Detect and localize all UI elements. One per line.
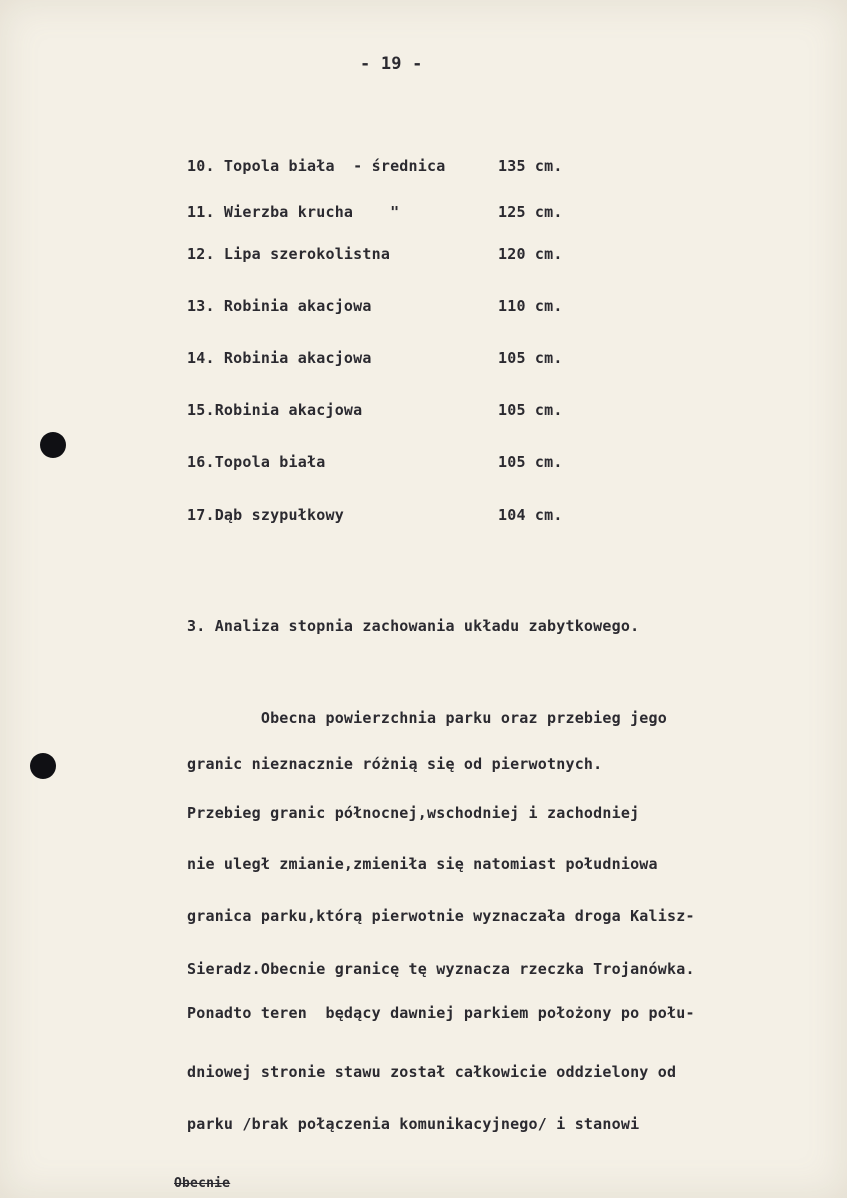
paragraph-line: parku /brak połączenia komunikacyjnego/ i stanowi — [187, 1115, 640, 1133]
tree-diameter: 104 cm. — [498, 506, 563, 524]
tree-diameter: 125 cm. — [498, 203, 563, 221]
tree-name: 15.Robinia akacjowa — [187, 401, 363, 419]
tree-diameter: 110 cm. — [498, 297, 563, 315]
tree-name: 10. Topola biała - średnica — [187, 157, 446, 175]
tree-diameter: 105 cm. — [498, 453, 563, 471]
tree-name: 12. Lipa szerokolistna — [187, 245, 391, 263]
tree-list-item — [187, 203, 587, 223]
tree-diameter: 120 cm. — [498, 245, 563, 263]
paragraph-line: Obecna powierzchnia parku oraz przebieg jego — [187, 709, 667, 727]
tree-name: 11. Wierzba krucha " — [187, 203, 400, 221]
section-heading: 3. Analiza stopnia zachowania układu zabytkowego. — [187, 617, 640, 635]
tree-diameter: 105 cm. — [498, 349, 563, 367]
punch-hole-bottom — [30, 753, 56, 779]
tree-name: 13. Robinia akacjowa — [187, 297, 372, 315]
paragraph-line: granica parku,którą pierwotnie wyznaczała droga Kalisz- — [187, 907, 695, 925]
tree-list-item — [187, 297, 587, 317]
tree-list-item — [187, 349, 587, 369]
paragraph-line: Ponadto teren będący dawniej parkiem położony po połu- — [187, 1004, 695, 1022]
tree-list-item — [187, 245, 587, 265]
punch-hole-top — [40, 432, 66, 458]
tree-list-item — [187, 506, 587, 526]
tree-list-item — [187, 157, 587, 177]
struck-through-word: Obecnie — [174, 1176, 231, 1191]
tree-name: 14. Robinia akacjowa — [187, 349, 372, 367]
paragraph-line: Sieradz.Obecnie granicę tę wyznacza rzeczka Trojanówka. — [187, 960, 695, 978]
paragraph-line: granic nieznacznie różnią się od pierwotnych. — [187, 755, 603, 773]
paragraph-line: nie uległ zmianie,zmieniła się natomiast południowa — [187, 855, 658, 873]
tree-diameter: 105 cm. — [498, 401, 563, 419]
tree-name: 17.Dąb szypułkowy — [187, 506, 344, 524]
tree-name: 16.Topola biała — [187, 453, 326, 471]
page-number: - 19 - — [360, 54, 423, 74]
paragraph-line: Przebieg granic północnej,wschodniej i zachodniej — [187, 804, 640, 822]
tree-diameter: 135 cm. — [498, 157, 563, 175]
paragraph-line: dniowej stronie stawu został całkowicie oddzielony od — [187, 1063, 677, 1081]
tree-list-item — [187, 453, 587, 473]
tree-list-item — [187, 401, 587, 421]
